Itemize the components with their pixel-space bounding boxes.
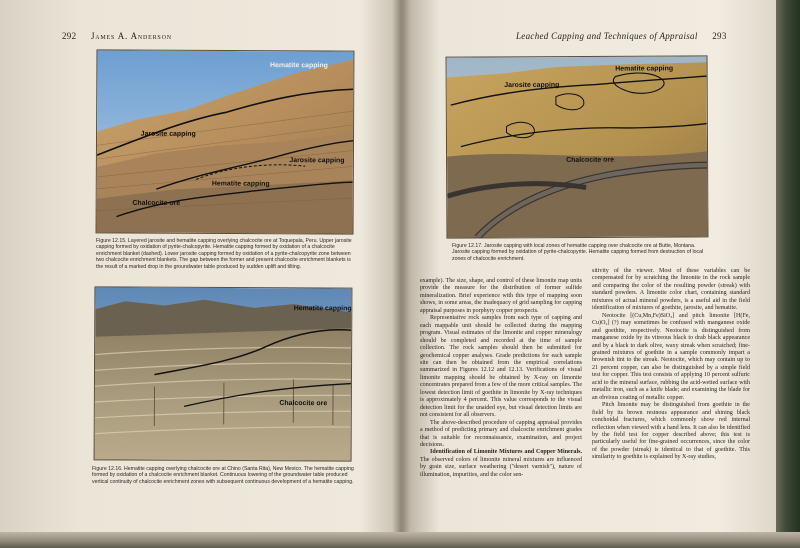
fig-12-15-label-chalcocite: Chalcocite ore	[132, 199, 181, 208]
left-page-header	[62, 31, 172, 41]
col2-paragraph-1: sitivity of the viewer. Most of these variables can be compensated for by scratching the limonite in the rock sample and comparing the color of the resulting powder (streak) with standard powders. A limonite color chart, containing standard mixtures of actual mineral powders, is a useful aid in the field identification of mixtures of goethite, jarosite, and hematite.	[592, 268, 750, 312]
col1-paragraph-1: example). The size, shape, and control of these limonite map units provide the measure for the distribution of former sulfide mineralization. Brief experience with this type of mapping soon shows, in some areas, the inadequacy of grid sampling for capping appraisal purposes in porphyry copper prospects.	[420, 278, 582, 314]
left-page-author: James A. Anderson	[90, 31, 172, 41]
right-page-header	[516, 31, 727, 41]
book-cover-edge	[776, 0, 800, 548]
fig-12-17-label-hematite: Hematite capping	[615, 65, 674, 73]
fig-12-17-label-jarosite: Jarosite capping	[504, 81, 560, 90]
fig-12-15-label-jarosite-lower: Jarosite capping	[289, 157, 345, 165]
col1-paragraph-2: Representative rock samples from each type of capping and each mappable unit should be collected during the mapping program. Visual estimates of the limonite and copper mineralogy should be completed and recorded at the time of sample collection. The rock samples should then be submitted for geochemical copper analyses. Grade predictions for each sample site can then be obtained from the empirical correlations summarized in Figures 12.12 and 12.13. Verifications of visual limonite mapping should be obtained by X-ray on limonite concentrates prepared from a few of the more critical samples. The lowest detection limit of goethite in limonite by X-ray techniques is approximately 4 percent. This value corresponds to the visual detection limit for the unaided eye, but visual detection limits are not consistent for all observers.	[420, 315, 582, 419]
figure-12-15-caption: Figure 12.15. Layered jarosite and hematite capping overlying chalcocite ore at Toquepala, Peru. Upper jarosite capping formed by oxidation of pyrite-chalcopyrite. Hematite capping formed by oxidation of a chalcocite enrichment blanket (dashed). Lower jarosite capping formed by oxidation of a pyrite-chalcopyrite zone between two chalcocite enrichment blankets. The gap between the former and present chalcocite enrichment blankets is the result of a marked drop in the groundwater table produced by sudden uplift and tilting.	[96, 238, 352, 270]
col2-paragraph-2: Neotocite [(Cu,Mn,Fe)SiO₃] and pitch limonite [H(Fe, Cu)O₂] (?) may sometimes be confused with manganese oxide and goethite, respectively. Neotocite is distinguished from manganese oxide by its vitreous black to drab black appearance and by a black to dark olive, waxy streak when scratched; fine-grained mixtures of goethite in a sample commonly impart a brownish tint to the streak. Neotocite, which may contain up to 21 percent copper, can also be distinguished by a simple field test for copper. This test consists of applying 10 percent sulfuric acid to the mineral surface, rubbing the acid-wetted surface with metallic iron, such as a knife blade; and examining the blade for an obvious coating of metallic copper.	[592, 312, 750, 401]
right-page-column-2	[592, 268, 750, 462]
fig-12-15-label-hematite-top: Hematite capping	[270, 62, 328, 70]
right-page-number: 293	[712, 31, 727, 41]
fig-12-15-label-hematite-lower: Hematite capping	[211, 180, 270, 188]
col1-subhead-paragraph	[420, 449, 582, 479]
book-bottom-edge	[0, 532, 800, 548]
figure-12-16-caption: Figure 12.16. Hematite capping overlying chalcocite ore at Chino (Santa Rita), New Mexico. The hematite capping formed by oxidation of a chalcocite enrichment blanket. Continuous lowering of the groundwater table produced vertical continuity of chalcocite enrichment zones with subsequent continuous development of a hematite capping.	[92, 466, 354, 485]
col1-subhead: Identification of Limonite Mixtures and Copper Minerals.	[430, 449, 582, 456]
fig-12-15-label-jarosite-upper: Jarosite capping	[140, 130, 196, 138]
left-page-number: 292	[62, 31, 77, 41]
fig-12-16-label-chalcocite: Chalcocite ore	[279, 399, 328, 408]
fig-12-16-label-hematite: Hematite capping	[293, 305, 352, 313]
col2-paragraph-3: Pitch limonite may be distinguished from goethite in the field by its brown resinous appearance and shining black conchoidal fractures, which commonly show red internal reflection when viewed with a hand lens. It can also be identified by the field test for copper described above; this test is particularly useful for fine-grained occurrences, since the color of the powder (streak) is identical to that of goethite. This similarity to goethite is explained by X-ray studies,	[592, 402, 750, 461]
figure-12-17-photo	[446, 55, 709, 238]
col1-subhead-text: The observed colors of limonite mineral mixtures are influenced by grain size, surface weathering ("desert varnish"), nature of illumination, impurities, and the color sen-	[420, 456, 582, 478]
right-page-running-title: Leached Capping and Techniques of Appraisal	[516, 31, 698, 41]
figure-12-15-photo	[96, 49, 355, 234]
figure-12-17-caption: Figure 12.17. Jarosite capping with local zones of hematite capping over chalcocite ore at Butte, Montana. Jarosite capping formed by oxidation of pyrite-chalcopyrite. Hematite capping formed from destruction of local zones of chalcocite enrichment.	[452, 243, 704, 262]
fig-12-17-label-chalcocite: Chalcocite ore	[566, 156, 614, 164]
col1-paragraph-3: The above-described procedure of capping appraisal provides a method of predicting primary and chalcocite enrichment grades that is suitable for reconnaissance, examination, and project decisions.	[420, 419, 582, 448]
book-gutter	[392, 0, 410, 548]
figure-12-16-photo	[94, 286, 353, 461]
right-page-column-1	[420, 278, 582, 479]
